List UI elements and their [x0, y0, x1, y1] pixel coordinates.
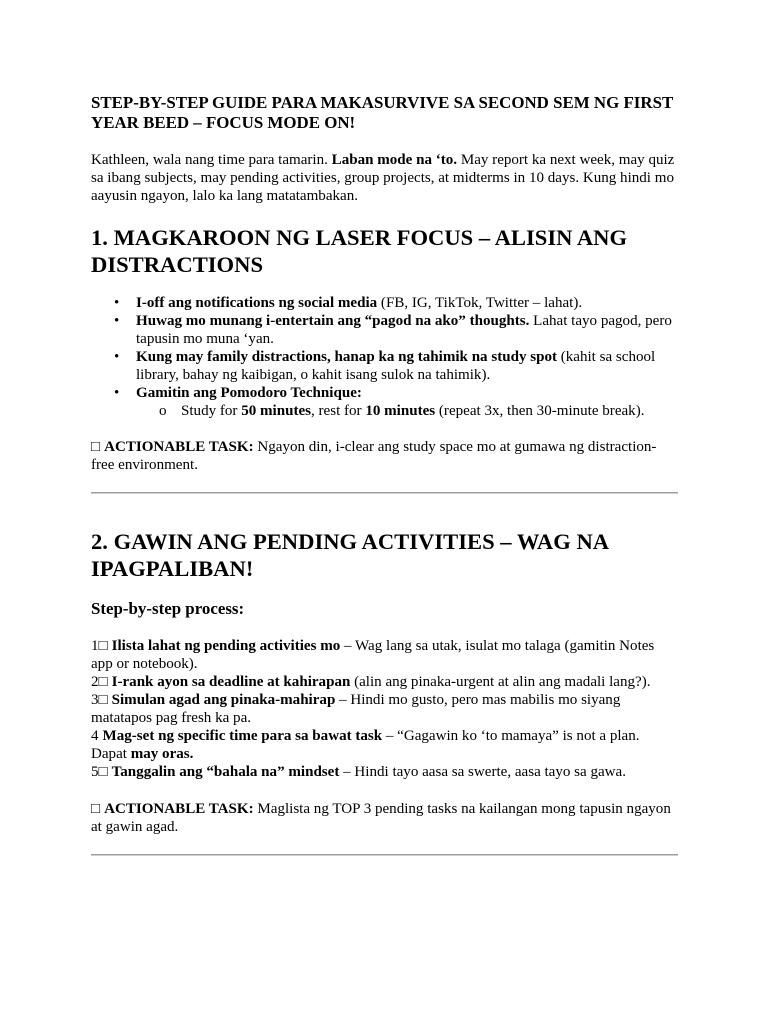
step-number: 5□	[91, 764, 108, 780]
sub-item-bold: 10 minutes	[365, 403, 436, 419]
bullet-list	[91, 294, 678, 420]
subheading: Step-by-step process:	[91, 599, 245, 618]
task-label: ACTIONABLE TASK:	[104, 801, 254, 817]
intro-text: Kathleen, wala nang time para tamarin.	[91, 152, 332, 168]
step-number: 4	[91, 728, 99, 744]
intro-text: May report ka next week, may quiz sa ibang subjects, may pending activities, group projects, at midterms in 10 days. Kung hindi mo aayusin ngayon, lalo ka lang matatambakan.	[91, 152, 675, 204]
step-number: 1□	[91, 638, 108, 654]
step-list	[91, 637, 678, 781]
step-text: – Wag lang sa utak, isulat mo talaga (gamitin Notes app or notebook).	[91, 638, 655, 672]
list-item-bold: I-off ang notifications ng social media	[136, 295, 378, 311]
task-icon: □	[91, 801, 101, 817]
list-item-text: (kahit sa school library, bahay ng kaibigan, o kahit isang sulok na tahimik).	[136, 349, 656, 383]
list-item-bold: Kung may family distractions, hanap ka ng tahimik na study spot	[136, 349, 557, 365]
bullet-marker: •	[114, 295, 120, 311]
sub-item-bold: 50 minutes	[241, 403, 312, 419]
bullet-marker: •	[114, 349, 120, 365]
list-item-bold: Huwag mo munang i-entertain ang “pagod na ako” thoughts.	[136, 313, 530, 329]
list-item-bold: Gamitin ang Pomodoro Technique:	[136, 385, 362, 401]
step-text: – Hindi tayo aasa sa swerte, aasa tayo sa gawa.	[339, 764, 626, 780]
step-item	[91, 691, 678, 727]
list-item	[91, 312, 678, 348]
sub-item-text: (repeat 3x, then 30-minute break).	[435, 403, 645, 419]
intro-emphasis: Laban mode na ‘to.	[331, 152, 458, 168]
document-title: STEP-BY-STEP GUIDE PARA MAKASURVIVE SA SECOND SEM NG FIRST YEAR BEED – FOCUS MODE ON!	[91, 93, 673, 132]
task-text: Maglista ng TOP 3 pending tasks na kailangan mong tapusin ngayon at gawin agad.	[91, 801, 671, 835]
actionable-task	[91, 800, 678, 836]
task-icon: □	[91, 439, 101, 455]
sub-item-text: , rest for	[311, 403, 366, 419]
step-text: (alin ang pinaka-urgent at alin ang madali lang?).	[350, 674, 651, 690]
step-text: – “Gagawin ko ‘to mamaya” is not a plan. Dapat	[91, 728, 640, 762]
sub-bullet-marker: o	[159, 403, 167, 419]
task-label: ACTIONABLE TASK:	[104, 439, 254, 455]
intro-paragraph	[91, 151, 678, 205]
task-text: Ngayon din, i-clear ang study space mo at gumawa ng distraction-free environment.	[91, 439, 657, 473]
step-item	[91, 727, 678, 763]
step-title: I-rank ayon sa deadline at kahirapan	[111, 674, 351, 690]
list-item-text: Lahat tayo pagod, pero tapusin mo muna ‘yan.	[136, 313, 672, 347]
list-item-text: (FB, IG, TikTok, Twitter – lahat).	[377, 295, 583, 311]
list-item	[91, 384, 678, 420]
sub-item-text: Study for	[181, 403, 242, 419]
step-title: Ilista lahat ng pending activities mo	[111, 638, 341, 654]
list-item	[91, 294, 678, 312]
step-item	[91, 637, 678, 673]
step-emphasis: may oras.	[130, 746, 194, 762]
step-text: – Hindi mo gusto, pero mas mabilis mo siyang matatapos pag fresh ka pa.	[91, 692, 621, 726]
horizontal-divider	[91, 854, 678, 856]
step-number: 3□	[91, 692, 108, 708]
sub-list-item	[136, 402, 678, 420]
section-heading: 1. MAGKAROON NG LASER FOCUS – ALISIN ANG DISTRACTIONS	[91, 225, 628, 277]
horizontal-divider	[91, 492, 678, 494]
step-item	[91, 763, 678, 781]
step-title: Mag-set ng specific time para sa bawat task	[102, 728, 383, 744]
bullet-marker: •	[114, 313, 120, 329]
list-item	[91, 348, 678, 384]
section-heading: 2. GAWIN ANG PENDING ACTIVITIES – WAG NA IPAGPALIBAN!	[91, 529, 608, 581]
step-number: 2□	[91, 674, 108, 690]
step-title: Simulan agad ang pinaka-mahirap	[111, 692, 336, 708]
sub-list	[136, 402, 678, 420]
step-title: Tanggalin ang “bahala na” mindset	[111, 764, 340, 780]
bullet-marker: •	[114, 385, 120, 401]
actionable-task	[91, 438, 678, 474]
step-item	[91, 673, 678, 691]
